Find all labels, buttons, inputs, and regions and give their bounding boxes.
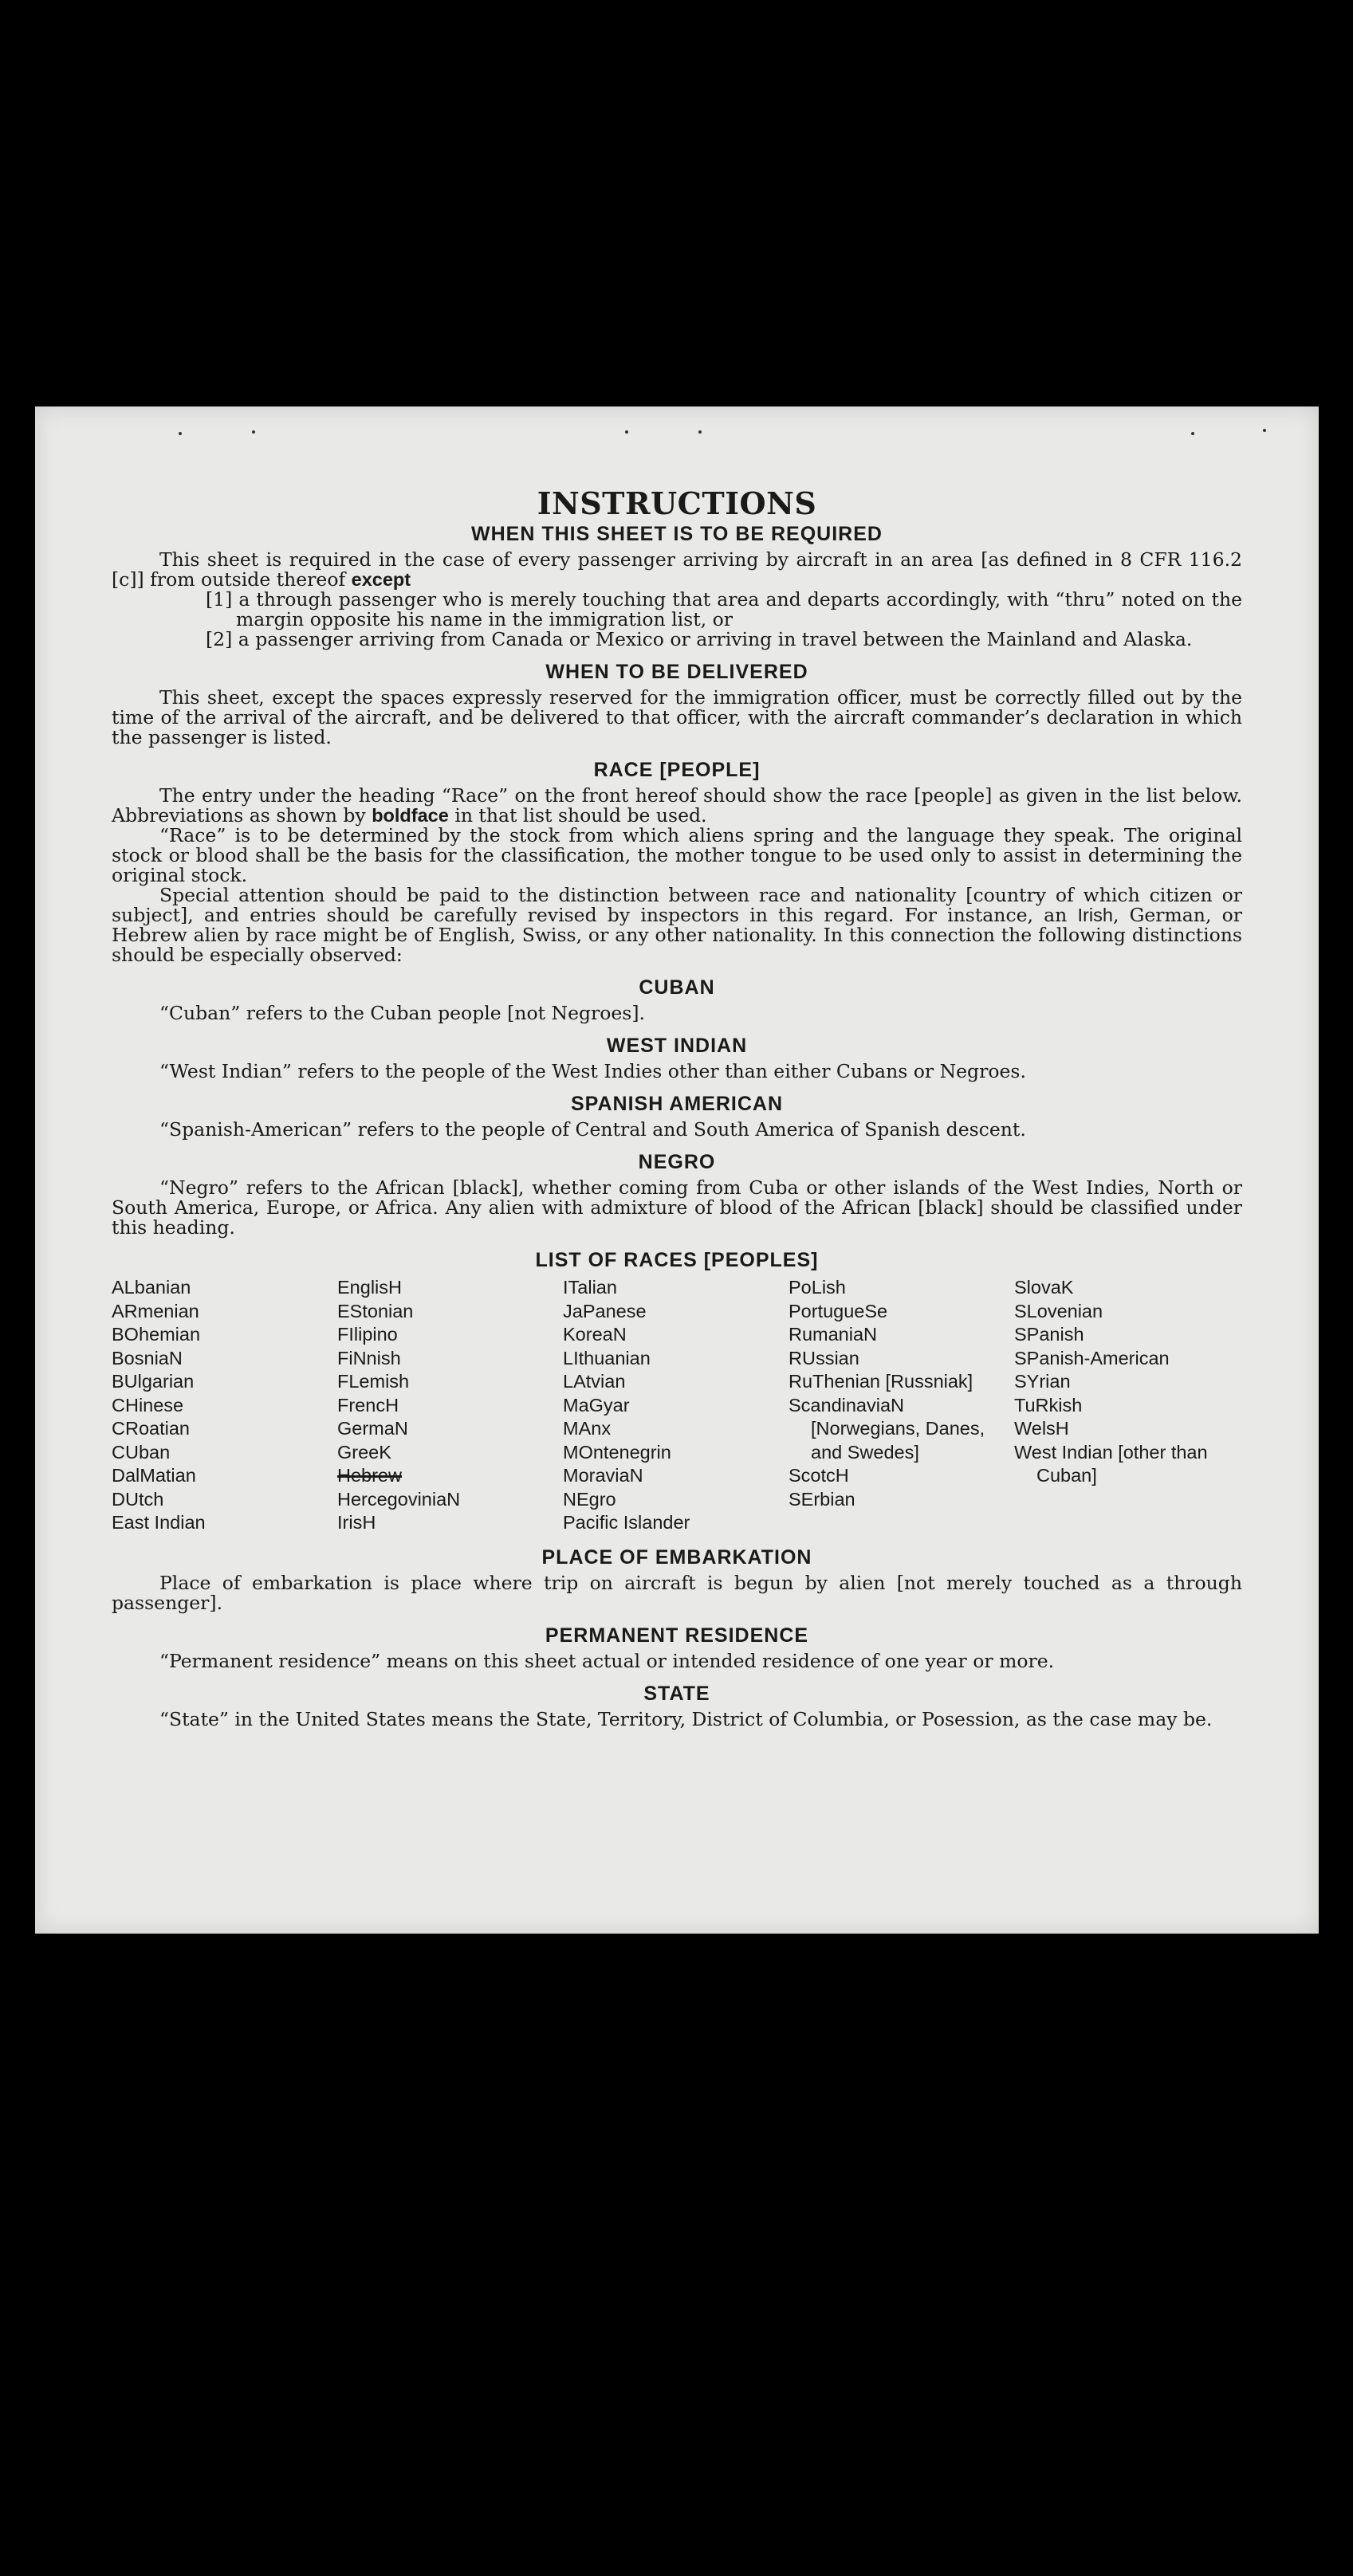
required-intro: This sheet is required in the case of every passenger arriving by aircraft in an area [as defined in 8 CFR 116.2 [c]] from outside thereof except <box>112 548 1242 591</box>
race-item: ScotcH <box>789 1465 849 1486</box>
heading-race: RACE [PEOPLE] <box>593 759 761 781</box>
speck <box>252 430 255 434</box>
race-item: MAnx <box>563 1418 612 1439</box>
race-paragraph-2: “Race” is to be determined by the stock from which aliens spring and the language they speak. The original stock or blood shall be the basis for the classification, the mother tongue to be used only to assist in determining the original stock. <box>112 824 1242 886</box>
race-item: SPanish <box>1014 1324 1084 1345</box>
race-item: KoreaN <box>563 1324 627 1345</box>
race-item: DalMatian <box>112 1465 196 1486</box>
race-item: SErbian <box>789 1488 855 1510</box>
race-item: ALbanian <box>112 1277 191 1298</box>
race-item: East Indian <box>112 1512 206 1533</box>
race-item: SPanish-American <box>1014 1347 1170 1368</box>
race-item: IrisH <box>337 1512 376 1533</box>
page-title: INSTRUCTIONS <box>537 485 817 521</box>
race-item: MaGyar <box>563 1394 630 1416</box>
race-column-5 <box>1014 1276 1240 1535</box>
embarkation-text: Place of embarkation is place where trip on aircraft is begun by alien [not merely touched as a through passenger]. <box>112 1571 1242 1614</box>
west-indian-text: “West Indian” refers to the people of the West Indies other than either Cubans or Negroes. <box>159 1060 1026 1082</box>
state-text: “State” in the United States means the State, Territory, District of Columbia, or Posession, as the case may be. <box>159 1707 1213 1730</box>
heading-spanish-american: SPANISH AMERICAN <box>570 1093 783 1115</box>
speck <box>625 430 628 434</box>
race-item: RumaniaN <box>789 1324 878 1345</box>
race-item: SLovenian <box>1014 1300 1103 1321</box>
heading-state: STATE <box>643 1682 710 1705</box>
race-paragraph-1: The entry under the heading “Race” on the front hereof should show the race [people] as given in the list below. Abbreviations as shown by boldface in that list should be used. <box>112 784 1242 827</box>
race-item: FrencH <box>337 1394 399 1416</box>
residence-text: “Permanent residence” means on this sheet actual or intended residence of one year or more. <box>159 1649 1055 1672</box>
heading-required: WHEN THIS SHEET IS TO BE REQUIRED <box>471 523 883 545</box>
race-item: FiNnish <box>337 1347 401 1368</box>
race-item: FIlipino <box>337 1324 398 1345</box>
race-item: PortugueSe <box>789 1300 888 1321</box>
race-item: RUssian <box>789 1347 859 1368</box>
race-item-struck: Hebrew <box>337 1465 402 1486</box>
required-item-2: [2] a passenger arriving from Canada or Mexico or arriving in travel between the Mainland and Alaska. <box>206 628 1193 650</box>
race-item: BOhemian <box>112 1324 201 1345</box>
race-item: JaPanese <box>563 1300 647 1321</box>
race-item: West Indian [other than Cuban] <box>1014 1441 1208 1486</box>
race-item: RuThenian [Russniak] <box>789 1371 973 1392</box>
race-item: ARmenian <box>112 1300 199 1321</box>
race-list <box>112 1276 1242 1535</box>
race-item: BUlgarian <box>112 1371 195 1392</box>
race-column-2 <box>337 1276 563 1535</box>
heading-cuban: CUBAN <box>639 976 715 999</box>
race-item: HercegoviniaN <box>337 1488 461 1510</box>
race-item: SYrian <box>1014 1371 1071 1392</box>
spanish-american-text: “Spanish-American” refers to the people of Central and South America of Spanish descent. <box>159 1118 1026 1141</box>
race-column-1 <box>112 1276 337 1535</box>
race-item: GreeK <box>337 1441 391 1463</box>
race-item: NEgro <box>563 1488 616 1510</box>
race-item: PoLish <box>789 1277 846 1298</box>
heading-delivered: WHEN TO BE DELIVERED <box>545 661 808 683</box>
heading-west-indian: WEST INDIAN <box>606 1035 748 1057</box>
race-item: CRoatian <box>112 1418 190 1439</box>
document-sheet <box>35 406 1319 1934</box>
required-item-1: [1] a through passenger who is merely touching that area and departs accordingly, with “thru” noted on the margin opposite his name in the immigration list, or <box>206 588 1242 630</box>
delivered-text: This sheet, except the spaces expressly reserved for the immigration officer, must be correctly filled out by the time of the arrival of the aircraft, and be delivered to that officer, with the aircraft commander’s declaration in which the passenger is listed. <box>112 686 1242 748</box>
speck <box>179 432 182 435</box>
race-item: LAtvian <box>563 1371 626 1392</box>
race-column-4 <box>789 1276 1014 1535</box>
race-item: FLemish <box>337 1371 410 1392</box>
speck <box>1263 429 1266 432</box>
instructions-content <box>112 486 1242 1730</box>
race-item: WelsH <box>1014 1418 1069 1439</box>
race-item: ITalian <box>563 1277 617 1298</box>
heading-list-of-races: LIST OF RACES [PEOPLES] <box>535 1249 819 1271</box>
race-column-3 <box>563 1276 789 1535</box>
race-item: EStonian <box>337 1300 414 1321</box>
race-item: LIthuanian <box>563 1347 651 1368</box>
heading-embarkation: PLACE OF EMBARKATION <box>541 1545 812 1569</box>
negro-text: “Negro” refers to the African [black], whether coming from Cuba or other islands of the West Indies, North or South America, Europe, or Africa. Any alien with admixture of blood of the African [black] should be classified under this heading. <box>112 1176 1242 1239</box>
heading-residence: PERMANENT RESIDENCE <box>545 1624 809 1647</box>
race-item: TuRkish <box>1014 1394 1083 1416</box>
race-item: CUban <box>112 1441 171 1463</box>
cuban-text: “Cuban” refers to the Cuban people [not Negroes]. <box>159 1002 646 1024</box>
race-item: ScandinaviaN [Norwegians, Danes, and Swedes] <box>789 1394 985 1463</box>
race-item: SlovaK <box>1014 1277 1074 1298</box>
race-item: CHinese <box>112 1394 184 1416</box>
race-paragraph-3: Special attention should be paid to the distinction between race and nationality [country of which citizen or subject], and entries should be carefully revised by inspectors in this regard. For instance, an Irish, German, or Hebrew alien by race might be of English, Swiss, or any other nationality. In this connection the following distinctions should be especially observed: <box>112 884 1242 966</box>
race-item: GermaN <box>337 1418 408 1439</box>
race-item: MoraviaN <box>563 1465 643 1486</box>
race-item: Pacific Islander <box>563 1512 690 1533</box>
speck <box>698 430 702 434</box>
race-item: DUtch <box>112 1488 164 1510</box>
race-item: MOntenegrin <box>563 1441 671 1463</box>
race-item: EnglisH <box>337 1277 402 1298</box>
heading-negro: NEGRO <box>638 1151 716 1173</box>
race-item: BosniaN <box>112 1347 183 1368</box>
speck <box>1191 432 1194 435</box>
